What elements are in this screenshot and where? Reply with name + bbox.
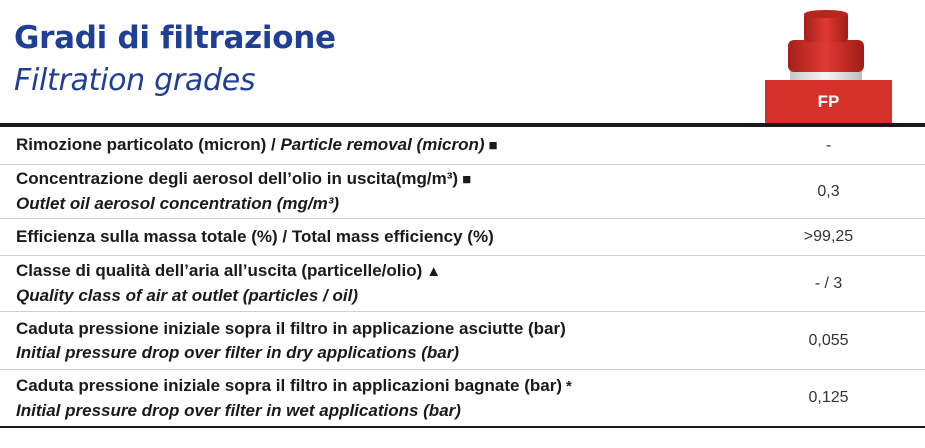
table-row	[0, 219, 925, 256]
page-subtitle: Filtration grades	[14, 63, 256, 98]
page-title: Gradi di filtrazione	[14, 20, 336, 56]
row-value: 0,055	[808, 331, 849, 349]
square-marker-icon: ■	[462, 171, 472, 188]
row-label: Concentrazione degli aerosol dell’olio in uscita(mg/m³) ■ Outlet oil aerosol concentration (mg/m³)	[16, 169, 472, 213]
filtration-table	[0, 127, 925, 428]
triangle-marker-icon: ▲	[426, 263, 442, 280]
table-row	[0, 256, 925, 312]
row-label: Caduta pressione iniziale sopra il filtro in applicazione asciutte (bar) Initial pressure drop over filter in dry applications (bar)	[16, 318, 566, 362]
row-label: Rimozione particolato (micron) / Particle removal (micron) ■	[16, 135, 498, 154]
row-value: - / 3	[814, 274, 843, 292]
row-value: 0,125	[808, 389, 849, 406]
asterisk-marker-icon: *	[565, 377, 572, 395]
table-row	[0, 370, 925, 428]
row-value: >99,25	[803, 228, 854, 245]
row-label: Efficienza sulla massa totale (%) / Total mass efficiency (%)	[16, 227, 494, 246]
table-row	[0, 312, 925, 370]
column-header-fp: FP	[765, 80, 892, 123]
table-row	[0, 165, 925, 219]
row-label: Classe di qualità dell’aria all’uscita (particelle/olio) ▲ Quality class of air at outlet (particles / oil)	[16, 261, 442, 305]
square-marker-icon: ■	[488, 137, 498, 154]
row-label: Caduta pressione iniziale sopra il filtro in applicazioni bagnate (bar) * Initial pressure drop over filter in wet applications (bar)	[16, 375, 572, 420]
row-value: -	[825, 136, 832, 154]
table-row	[0, 127, 925, 165]
row-value: 0,3	[817, 182, 840, 200]
